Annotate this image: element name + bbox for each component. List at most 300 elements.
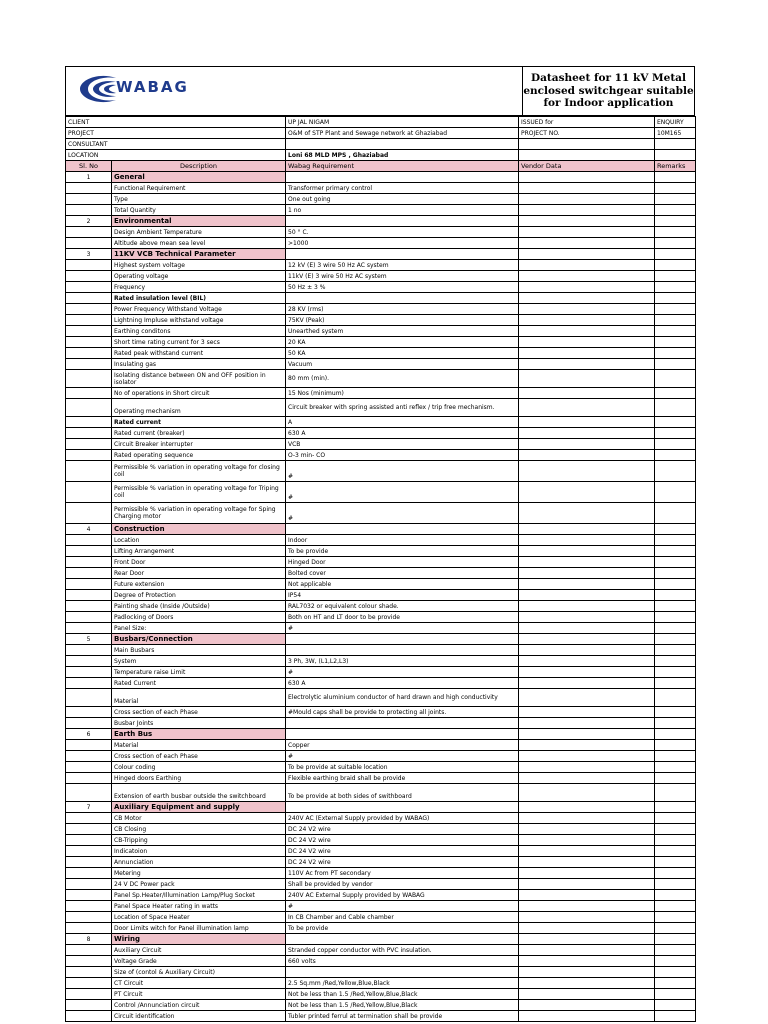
vendor-data-cell[interactable] bbox=[519, 656, 655, 667]
remarks-cell[interactable] bbox=[655, 740, 696, 751]
sl-no-cell bbox=[66, 417, 112, 428]
vendor-data-cell[interactable] bbox=[519, 546, 655, 557]
description-cell: Lightning Impluse withstand voltage bbox=[112, 315, 286, 326]
requirement-cell: 240V AC External Supply provided by WABAG bbox=[286, 890, 519, 901]
section-row bbox=[66, 729, 696, 740]
section-row bbox=[66, 802, 696, 813]
vendor-data-cell[interactable] bbox=[519, 824, 655, 835]
remarks-cell[interactable] bbox=[655, 813, 696, 824]
vendor-data-cell[interactable] bbox=[519, 1000, 655, 1011]
sl-no-cell bbox=[66, 740, 112, 751]
remarks-cell[interactable] bbox=[655, 348, 696, 359]
sl-no-cell bbox=[66, 535, 112, 546]
requirement-cell: To be provide bbox=[286, 546, 519, 557]
vendor-data-cell[interactable] bbox=[519, 194, 655, 205]
vendor-data-cell[interactable] bbox=[519, 868, 655, 879]
vendor-data-cell[interactable] bbox=[519, 773, 655, 784]
remarks-cell[interactable] bbox=[655, 707, 696, 718]
sl-no-cell bbox=[66, 293, 112, 304]
spec-row bbox=[66, 557, 696, 568]
sl-no-cell bbox=[66, 923, 112, 934]
requirement-cell: IP54 bbox=[286, 590, 519, 601]
description-cell: Lifting Arrangement bbox=[112, 546, 286, 557]
remarks-cell[interactable] bbox=[655, 337, 696, 348]
vendor-data-cell[interactable] bbox=[519, 337, 655, 348]
remarks-cell[interactable] bbox=[655, 601, 696, 612]
vendor-data-cell[interactable] bbox=[519, 535, 655, 546]
remarks-cell[interactable] bbox=[655, 612, 696, 623]
sl-no-cell bbox=[66, 370, 112, 388]
sl-no-cell bbox=[66, 590, 112, 601]
remarks-cell[interactable] bbox=[655, 945, 696, 956]
description-cell: Auxiliary Circuit bbox=[112, 945, 286, 956]
description-cell: Main Busbars bbox=[112, 645, 286, 656]
spec-row bbox=[66, 923, 696, 934]
remarks-cell[interactable] bbox=[655, 194, 696, 205]
sl-no-cell bbox=[66, 205, 112, 216]
blank-cell bbox=[655, 150, 696, 161]
requirement-cell bbox=[286, 802, 519, 813]
section-title: Construction bbox=[112, 524, 286, 535]
vendor-data-cell[interactable] bbox=[519, 645, 655, 656]
spec-row bbox=[66, 183, 696, 194]
spec-row bbox=[66, 824, 696, 835]
remarks-cell[interactable] bbox=[655, 205, 696, 216]
location-label: LOCATION bbox=[66, 150, 286, 161]
sl-no-cell bbox=[66, 1000, 112, 1011]
remarks-cell[interactable] bbox=[655, 923, 696, 934]
project-no-value: 10M165 bbox=[655, 128, 696, 139]
col-header-description: Description bbox=[112, 161, 286, 172]
client-value: UP JAL NIGAM bbox=[286, 117, 519, 128]
remarks-cell[interactable] bbox=[655, 1000, 696, 1011]
requirement-cell: Bolted cover bbox=[286, 568, 519, 579]
vendor-data-cell[interactable] bbox=[519, 271, 655, 282]
remarks-cell[interactable] bbox=[655, 989, 696, 1000]
sl-no-cell bbox=[66, 718, 112, 729]
requirement-cell: Copper bbox=[286, 740, 519, 751]
vendor-data-cell[interactable] bbox=[519, 740, 655, 751]
description-cell: Door Limits witch for Panel illumination lamp bbox=[112, 923, 286, 934]
section-number: 4 bbox=[66, 524, 112, 535]
vendor-data-cell[interactable] bbox=[519, 707, 655, 718]
col-header-remarks: Remarks bbox=[655, 161, 696, 172]
description-cell: Panel Size: bbox=[112, 623, 286, 634]
spec-row bbox=[66, 337, 696, 348]
remarks-cell[interactable] bbox=[655, 623, 696, 634]
remarks-cell[interactable] bbox=[655, 718, 696, 729]
remarks-cell[interactable] bbox=[655, 656, 696, 667]
vendor-data-cell[interactable] bbox=[519, 205, 655, 216]
consultant-value bbox=[286, 139, 519, 150]
sl-no-cell bbox=[66, 282, 112, 293]
vendor-data-cell[interactable] bbox=[519, 751, 655, 762]
vendor-data-cell[interactable] bbox=[519, 399, 655, 417]
vendor-data-cell bbox=[519, 216, 655, 227]
consultant-row bbox=[66, 139, 696, 150]
spec-row bbox=[66, 879, 696, 890]
remarks-cell[interactable] bbox=[655, 579, 696, 590]
vendor-data-cell[interactable] bbox=[519, 293, 655, 304]
spec-row bbox=[66, 293, 696, 304]
client-row bbox=[66, 117, 696, 128]
vendor-data-cell[interactable] bbox=[519, 183, 655, 194]
remarks-cell[interactable] bbox=[655, 461, 696, 482]
requirement-cell bbox=[286, 645, 519, 656]
blank-cell bbox=[655, 139, 696, 150]
vendor-data-cell[interactable] bbox=[519, 326, 655, 337]
spec-row bbox=[66, 461, 696, 482]
remarks-cell[interactable] bbox=[655, 689, 696, 707]
remarks-cell[interactable] bbox=[655, 667, 696, 678]
requirement-cell: To be provide at both sides of swithboard bbox=[286, 784, 519, 802]
spec-row bbox=[66, 718, 696, 729]
description-cell: Earthing conditons bbox=[112, 326, 286, 337]
requirement-cell bbox=[286, 216, 519, 227]
description-cell: Material bbox=[112, 740, 286, 751]
spec-row bbox=[66, 315, 696, 326]
sl-no-cell bbox=[66, 271, 112, 282]
vendor-data-cell[interactable] bbox=[519, 846, 655, 857]
description-cell: CT Circuit bbox=[112, 978, 286, 989]
sl-no-cell bbox=[66, 194, 112, 205]
requirement-cell: #Mould caps shall be provide to protecting all joints. bbox=[286, 707, 519, 718]
remarks-cell[interactable] bbox=[655, 879, 696, 890]
vendor-data-cell[interactable] bbox=[519, 667, 655, 678]
remarks-cell[interactable] bbox=[655, 645, 696, 656]
requirement-cell: One out going bbox=[286, 194, 519, 205]
remarks-cell[interactable] bbox=[655, 238, 696, 249]
vendor-data-cell[interactable] bbox=[519, 590, 655, 601]
vendor-data-cell[interactable] bbox=[519, 718, 655, 729]
sl-no-cell bbox=[66, 689, 112, 707]
spec-row bbox=[66, 762, 696, 773]
description-cell: Degree of Protection bbox=[112, 590, 286, 601]
datasheet bbox=[65, 66, 695, 1022]
vendor-data-cell[interactable] bbox=[519, 912, 655, 923]
remarks-cell[interactable] bbox=[655, 428, 696, 439]
remarks-cell[interactable] bbox=[655, 503, 696, 524]
spec-row bbox=[66, 238, 696, 249]
spec-row bbox=[66, 784, 696, 802]
remarks-cell[interactable] bbox=[655, 482, 696, 503]
vendor-data-cell[interactable] bbox=[519, 238, 655, 249]
company-logo-text: WABAG bbox=[116, 78, 189, 96]
col-header-vendor-data: Vendor Data bbox=[519, 161, 655, 172]
vendor-data-cell[interactable] bbox=[519, 945, 655, 956]
sl-no-cell bbox=[66, 751, 112, 762]
remarks-cell[interactable] bbox=[655, 590, 696, 601]
remarks-cell[interactable] bbox=[655, 450, 696, 461]
spec-row bbox=[66, 304, 696, 315]
vendor-data-cell[interactable] bbox=[519, 923, 655, 934]
requirement-cell: 50 Hz ± 3 % bbox=[286, 282, 519, 293]
location-row bbox=[66, 150, 696, 161]
requirement-cell: Not applicable bbox=[286, 579, 519, 590]
remarks-cell bbox=[655, 634, 696, 645]
sl-no-cell bbox=[66, 656, 112, 667]
issued-value: ENQUIRY bbox=[655, 117, 696, 128]
sl-no-cell bbox=[66, 901, 112, 912]
description-cell: Functional Requirement bbox=[112, 183, 286, 194]
vendor-data-cell[interactable] bbox=[519, 762, 655, 773]
col-header-sl-no: Sl. No bbox=[66, 161, 112, 172]
description-cell: Voltage Grade bbox=[112, 956, 286, 967]
remarks-cell[interactable] bbox=[655, 227, 696, 238]
description-cell: Padlocking of Doors bbox=[112, 612, 286, 623]
remarks-cell[interactable] bbox=[655, 183, 696, 194]
remarks-cell[interactable] bbox=[655, 868, 696, 879]
spec-row bbox=[66, 623, 696, 634]
vendor-data-cell[interactable] bbox=[519, 890, 655, 901]
remarks-cell[interactable] bbox=[655, 535, 696, 546]
vendor-data-cell[interactable] bbox=[519, 304, 655, 315]
sl-no-cell bbox=[66, 260, 112, 271]
sl-no-cell bbox=[66, 813, 112, 824]
section-row bbox=[66, 934, 696, 945]
vendor-data-cell[interactable] bbox=[519, 388, 655, 399]
remarks-cell[interactable] bbox=[655, 978, 696, 989]
remarks-cell[interactable] bbox=[655, 773, 696, 784]
description-cell: Size of (contol & Auxiliary Circuit) bbox=[112, 967, 286, 978]
project-value: O&M of STP Plant and Sewage network at Ghaziabad bbox=[286, 128, 519, 139]
vendor-data-cell[interactable] bbox=[519, 461, 655, 482]
vendor-data-cell[interactable] bbox=[519, 989, 655, 1000]
sl-no-cell bbox=[66, 238, 112, 249]
section-row bbox=[66, 172, 696, 183]
remarks-cell[interactable] bbox=[655, 304, 696, 315]
remarks-cell[interactable] bbox=[655, 857, 696, 868]
section-row bbox=[66, 216, 696, 227]
vendor-data-cell[interactable] bbox=[519, 482, 655, 503]
requirement-cell: 630 A bbox=[286, 678, 519, 689]
sl-no-cell bbox=[66, 450, 112, 461]
vendor-data-cell[interactable] bbox=[519, 282, 655, 293]
document-title: Datasheet for 11 kV Metal enclosed switchgear suitable for Indoor application bbox=[523, 72, 694, 110]
remarks-cell[interactable] bbox=[655, 388, 696, 399]
description-cell: Rated current (breaker) bbox=[112, 428, 286, 439]
remarks-cell[interactable] bbox=[655, 399, 696, 417]
description-cell: Panel Sp.Heater/Illumination Lamp/Plug Socket bbox=[112, 890, 286, 901]
description-cell: Colour coding bbox=[112, 762, 286, 773]
remarks-cell bbox=[655, 802, 696, 813]
description-cell: Insulating gas bbox=[112, 359, 286, 370]
remarks-cell[interactable] bbox=[655, 824, 696, 835]
requirement-cell: DC 24 V2 wire bbox=[286, 857, 519, 868]
section-number: 1 bbox=[66, 172, 112, 183]
requirement-cell: DC 24 V2 wire bbox=[286, 835, 519, 846]
remarks-cell bbox=[655, 729, 696, 740]
description-cell: Operating voltage bbox=[112, 271, 286, 282]
spec-table-body bbox=[66, 172, 696, 1022]
sl-no-cell bbox=[66, 645, 112, 656]
spec-row bbox=[66, 751, 696, 762]
requirement-cell: RAL7032 or equivalent colour shade. bbox=[286, 601, 519, 612]
vendor-data-cell[interactable] bbox=[519, 428, 655, 439]
section-row bbox=[66, 249, 696, 260]
section-number: 8 bbox=[66, 934, 112, 945]
vendor-data-cell[interactable] bbox=[519, 370, 655, 388]
remarks-cell[interactable] bbox=[655, 557, 696, 568]
sl-no-cell bbox=[66, 439, 112, 450]
remarks-cell[interactable] bbox=[655, 326, 696, 337]
sl-no-cell bbox=[66, 579, 112, 590]
requirement-cell: 110V Ac from PT secondary bbox=[286, 868, 519, 879]
section-number: 6 bbox=[66, 729, 112, 740]
sl-no-cell bbox=[66, 835, 112, 846]
description-cell: Front Door bbox=[112, 557, 286, 568]
description-cell: Operating mechanism bbox=[112, 399, 286, 417]
spec-row bbox=[66, 813, 696, 824]
sl-no-cell bbox=[66, 623, 112, 634]
vendor-data-cell[interactable] bbox=[519, 612, 655, 623]
spec-row bbox=[66, 689, 696, 707]
description-cell: Frequency bbox=[112, 282, 286, 293]
requirement-cell: DC 24 V2 wire bbox=[286, 846, 519, 857]
vendor-data-cell[interactable] bbox=[519, 978, 655, 989]
remarks-cell[interactable] bbox=[655, 271, 696, 282]
remarks-cell[interactable] bbox=[655, 762, 696, 773]
remarks-cell[interactable] bbox=[655, 784, 696, 802]
vendor-data-cell[interactable] bbox=[519, 348, 655, 359]
description-cell: CB Motor bbox=[112, 813, 286, 824]
requirement-cell: Unearthed system bbox=[286, 326, 519, 337]
remarks-cell[interactable] bbox=[655, 967, 696, 978]
sl-no-cell bbox=[66, 568, 112, 579]
sl-no-cell bbox=[66, 399, 112, 417]
requirement-cell: Hinged Door bbox=[286, 557, 519, 568]
description-cell: Permissible % variation in operating voltage for Triping coil bbox=[112, 482, 286, 503]
description-cell: Type bbox=[112, 194, 286, 205]
description-cell: Rated peak withstand current bbox=[112, 348, 286, 359]
description-cell: Total Quantity bbox=[112, 205, 286, 216]
requirement-cell: To be provide at suitable location bbox=[286, 762, 519, 773]
vendor-data-cell[interactable] bbox=[519, 1011, 655, 1022]
description-cell: CB-Tripping bbox=[112, 835, 286, 846]
vendor-data-cell bbox=[519, 249, 655, 260]
spec-row bbox=[66, 359, 696, 370]
remarks-cell bbox=[655, 172, 696, 183]
remarks-cell[interactable] bbox=[655, 751, 696, 762]
sl-no-cell bbox=[66, 612, 112, 623]
section-number: 7 bbox=[66, 802, 112, 813]
spec-row bbox=[66, 260, 696, 271]
section-title: Auxiliary Equipment and supply bbox=[112, 802, 286, 813]
description-cell: Painting shade (Inside /Outside) bbox=[112, 601, 286, 612]
section-title: General bbox=[112, 172, 286, 183]
description-cell: Material bbox=[112, 689, 286, 707]
remarks-cell[interactable] bbox=[655, 901, 696, 912]
remarks-cell[interactable] bbox=[655, 546, 696, 557]
sl-no-cell bbox=[66, 461, 112, 482]
description-cell: CB Closing bbox=[112, 824, 286, 835]
requirement-cell: 630 A bbox=[286, 428, 519, 439]
vendor-data-cell[interactable] bbox=[519, 967, 655, 978]
vendor-data-cell[interactable] bbox=[519, 857, 655, 868]
spec-row bbox=[66, 568, 696, 579]
section-number: 5 bbox=[66, 634, 112, 645]
spec-row bbox=[66, 835, 696, 846]
remarks-cell[interactable] bbox=[655, 846, 696, 857]
vendor-data-cell[interactable] bbox=[519, 503, 655, 524]
sl-no-cell bbox=[66, 1011, 112, 1022]
remarks-cell[interactable] bbox=[655, 568, 696, 579]
vendor-data-cell[interactable] bbox=[519, 568, 655, 579]
remarks-cell[interactable] bbox=[655, 417, 696, 428]
vendor-data-cell[interactable] bbox=[519, 450, 655, 461]
requirement-cell: # bbox=[286, 623, 519, 634]
requirement-cell: 80 mm (min). bbox=[286, 370, 519, 388]
vendor-data-cell[interactable] bbox=[519, 260, 655, 271]
vendor-data-cell[interactable] bbox=[519, 784, 655, 802]
remarks-cell[interactable] bbox=[655, 370, 696, 388]
spec-row bbox=[66, 1000, 696, 1011]
sl-no-cell bbox=[66, 879, 112, 890]
vendor-data-cell[interactable] bbox=[519, 359, 655, 370]
remarks-cell[interactable] bbox=[655, 678, 696, 689]
requirement-cell: 20 KA bbox=[286, 337, 519, 348]
vendor-data-cell[interactable] bbox=[519, 813, 655, 824]
description-cell: Location bbox=[112, 535, 286, 546]
description-cell: Isolating distance between ON and OFF position in isolator bbox=[112, 370, 286, 388]
remarks-cell[interactable] bbox=[655, 1011, 696, 1022]
remarks-cell bbox=[655, 249, 696, 260]
requirement-cell: # bbox=[286, 901, 519, 912]
vendor-data-cell[interactable] bbox=[519, 315, 655, 326]
description-cell: Panel Space Heater rating in watts bbox=[112, 901, 286, 912]
vendor-data-cell[interactable] bbox=[519, 835, 655, 846]
remarks-cell[interactable] bbox=[655, 956, 696, 967]
vendor-data-cell[interactable] bbox=[519, 579, 655, 590]
remarks-cell[interactable] bbox=[655, 912, 696, 923]
vendor-data-cell[interactable] bbox=[519, 417, 655, 428]
requirement-cell: >1000 bbox=[286, 238, 519, 249]
vendor-data-cell[interactable] bbox=[519, 678, 655, 689]
spec-row bbox=[66, 399, 696, 417]
description-cell: Temperature raise Limit bbox=[112, 667, 286, 678]
vendor-data-cell bbox=[519, 802, 655, 813]
requirement-cell: Indoor bbox=[286, 535, 519, 546]
vendor-data-cell[interactable] bbox=[519, 557, 655, 568]
spec-row bbox=[66, 482, 696, 503]
remarks-cell[interactable] bbox=[655, 439, 696, 450]
vendor-data-cell[interactable] bbox=[519, 439, 655, 450]
vendor-data-cell[interactable] bbox=[519, 623, 655, 634]
remarks-cell[interactable] bbox=[655, 359, 696, 370]
sl-no-cell bbox=[66, 503, 112, 524]
vendor-data-cell[interactable] bbox=[519, 901, 655, 912]
vendor-data-cell[interactable] bbox=[519, 689, 655, 707]
remarks-cell[interactable] bbox=[655, 260, 696, 271]
description-cell: Metering bbox=[112, 868, 286, 879]
sl-no-cell bbox=[66, 304, 112, 315]
vendor-data-cell[interactable] bbox=[519, 956, 655, 967]
remarks-cell[interactable] bbox=[655, 315, 696, 326]
vendor-data-cell[interactable] bbox=[519, 601, 655, 612]
requirement-cell: To be provide bbox=[286, 923, 519, 934]
description-cell: Extension of earth busbar outside the switchboard bbox=[112, 784, 286, 802]
remarks-cell[interactable] bbox=[655, 835, 696, 846]
remarks-cell[interactable] bbox=[655, 890, 696, 901]
vendor-data-cell[interactable] bbox=[519, 227, 655, 238]
remarks-cell[interactable] bbox=[655, 282, 696, 293]
requirement-cell: VCB bbox=[286, 439, 519, 450]
spec-row bbox=[66, 707, 696, 718]
spec-row bbox=[66, 978, 696, 989]
vendor-data-cell[interactable] bbox=[519, 879, 655, 890]
remarks-cell[interactable] bbox=[655, 293, 696, 304]
location-value: Loni 68 MLD MPS , Ghaziabad bbox=[286, 150, 519, 161]
